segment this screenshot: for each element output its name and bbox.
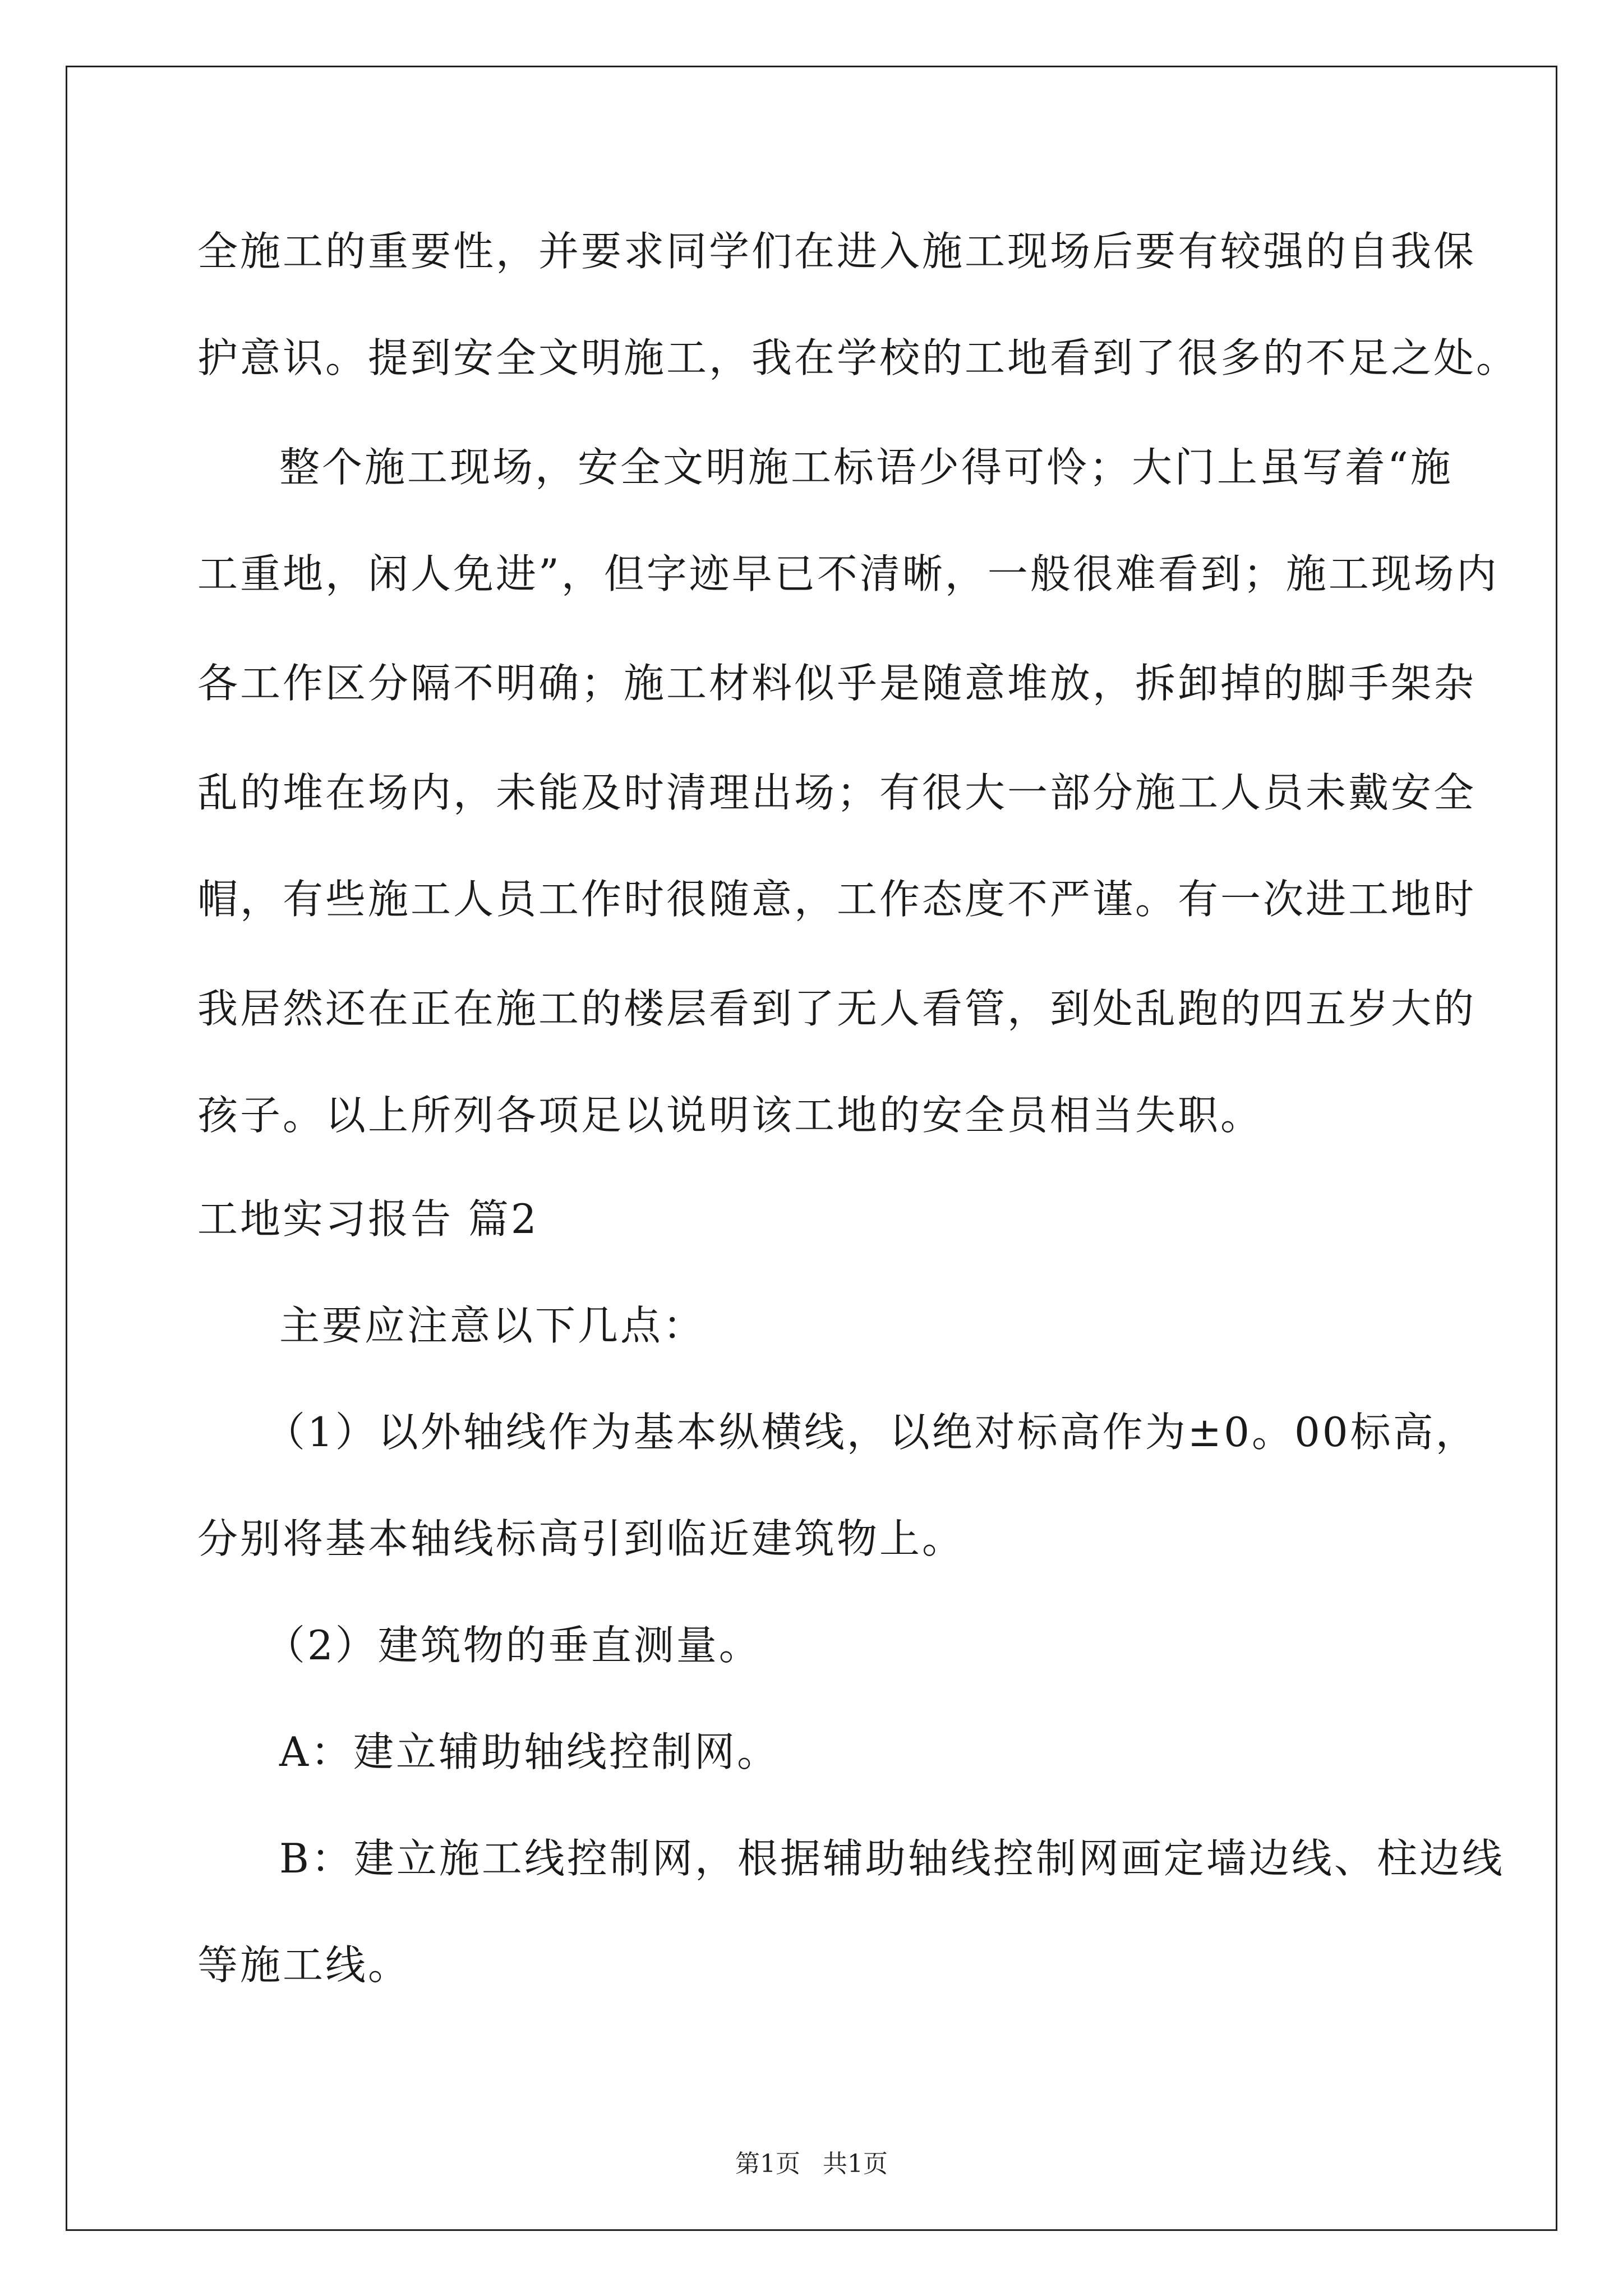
paragraph-line: （1）以外轴线作为基本纵横线，以绝对标高作为±0。00标高， xyxy=(265,1409,1478,1456)
paragraph-line: 乱的堆在场内，未能及时清理出场；有很大一部分施工人员未戴安全 xyxy=(197,769,1477,816)
page-footer xyxy=(0,2148,1623,2180)
page-number: 第1页 xyxy=(735,2150,800,2178)
page-total: 共1页 xyxy=(823,2150,888,2178)
paragraph-line: 孩子。以上所列各项足以说明该工地的安全员相当失职。 xyxy=(197,1092,1264,1139)
paragraph-line: （2）建筑物的垂直测量。 xyxy=(265,1622,762,1669)
paragraph-line: 各工作区分隔不明确；施工材料似乎是随意堆放，拆卸掉的脚手架杂 xyxy=(197,660,1477,707)
paragraph-line: 分别将基本轴线标高引到临近建筑物上。 xyxy=(197,1515,965,1562)
paragraph-line: 护意识。提到安全文明施工，我在学校的工地看到了很多的不足之处。 xyxy=(197,334,1519,381)
paragraph-line: 整个施工现场，安全文明施工标语少得可怜；大门上虽写着“施 xyxy=(279,444,1453,491)
paragraph-line: 我居然还在正在施工的楼层看到了无人看管，到处乱跑的四五岁大的 xyxy=(197,985,1477,1032)
paragraph-line: B：建立施工线控制网，根据辅助轴线控制网画定墙边线、柱边线 xyxy=(279,1835,1505,1882)
paragraph-line: 帽，有些施工人员工作时很随意，工作态度不严谨。有一次进工地时 xyxy=(197,876,1477,923)
paragraph-line: A：建立辅助轴线控制网。 xyxy=(279,1728,780,1775)
paragraph-line: 等施工线。 xyxy=(197,1941,411,1989)
paragraph-line: 全施工的重要性，并要求同学们在进入施工现场后要有较强的自我保 xyxy=(197,228,1477,275)
page-border xyxy=(66,66,1557,2231)
paragraph-line: 主要应注意以下几点： xyxy=(279,1302,706,1349)
paragraph-line: 工重地，闲人免进”，但字迹早已不清晰，一般很难看到；施工现场内 xyxy=(197,550,1499,597)
section-heading: 工地实习报告 篇2 xyxy=(197,1195,539,1243)
